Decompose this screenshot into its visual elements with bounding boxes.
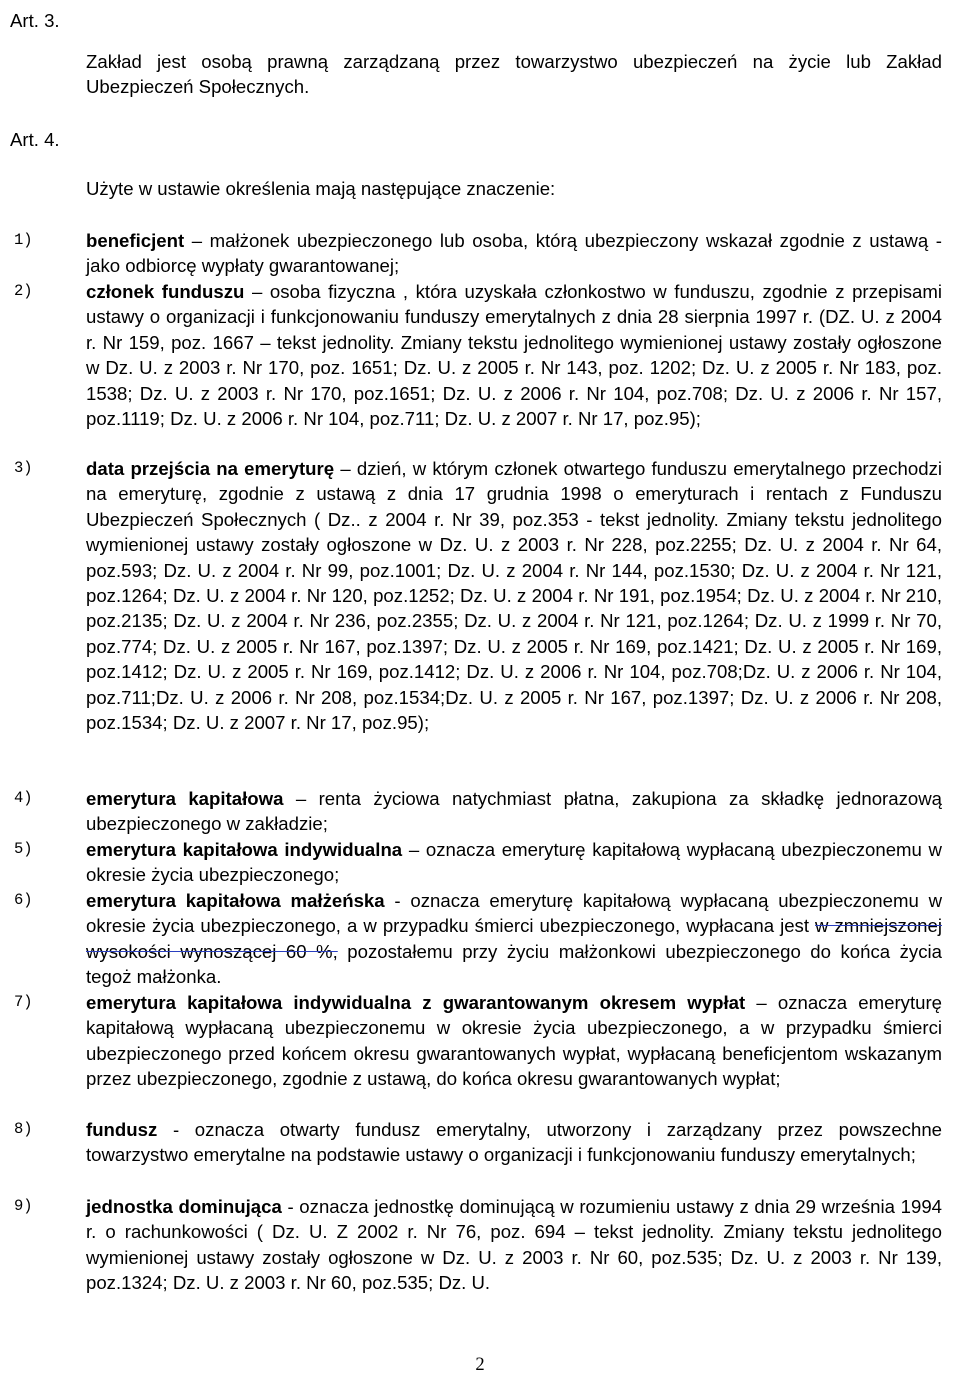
item-number: 3)	[14, 459, 33, 477]
definition-item-6	[0, 888, 942, 990]
item-number: 7)	[14, 993, 33, 1011]
definition-term: emerytura kapitałowa	[86, 788, 284, 809]
definition-text: – oznacza emeryturę kapitałową wypłacaną ubezpieczonemu w okresie życia ubezpieczonego;	[86, 839, 942, 886]
definition-body	[86, 279, 942, 431]
definition-item-8	[0, 1117, 942, 1168]
definition-body	[86, 1117, 942, 1168]
definition-term: fundusz	[86, 1119, 158, 1140]
definition-text-after: pozostałemu przy życiu małżonkowi ubezpieczonego do końca życia tegoż małżonka.	[86, 940, 942, 988]
struck-text: w zmniejszonej wysokości wynoszącej 60 %,	[86, 915, 942, 962]
definition-item-4	[0, 786, 942, 837]
definition-term: beneficjent	[86, 230, 185, 251]
definition-item-1	[0, 228, 942, 279]
definition-body	[86, 837, 942, 888]
definition-item-9	[0, 1194, 942, 1296]
art4-heading: Art. 4.	[10, 129, 60, 150]
item-number: 5)	[14, 840, 33, 858]
definition-term: emerytura kapitałowa indywidualna z gwarantowanym okresem wypłat	[86, 992, 746, 1013]
definition-text: - oznacza otwarty fundusz emerytalny, utworzony i zarządzany przez powszechne towarzystwo emerytalne na podstawie ustawy o organizacji i funkcjonowaniu funduszy emerytalnych;	[86, 1119, 942, 1166]
definition-text: – renta życiowa natychmiast płatna, zakupiona za składkę jednorazową ubezpieczonego w zakładzie;	[86, 788, 942, 835]
definition-term: emerytura kapitałowa indywidualna	[86, 839, 403, 860]
art3-heading: Art. 3.	[10, 10, 60, 31]
item-number: 8)	[14, 1120, 33, 1138]
item-number: 4)	[14, 789, 33, 807]
definition-item-5	[0, 837, 942, 888]
definition-text: - oznacza emeryturę kapitałową wypłacaną ubezpieczonemu w okresie życia ubezpieczonego, a w przypadku śmierci ubezpieczonego, wypłacana jest	[86, 890, 943, 937]
definition-item-7	[0, 990, 942, 1092]
definition-body	[86, 228, 942, 279]
item-number: 1)	[14, 231, 33, 249]
definition-item-3	[0, 456, 942, 735]
art3-text: Zakład jest osobą prawną zarządzaną przez towarzystwo ubezpieczeń na życie lub Zakład Ubezpieczeń Społecznych.	[86, 51, 942, 98]
definition-text: – małżonek ubezpieczonego lub osoba, którą ubezpieczony wskazał zgodnie z ustawą - jako odbiorcę wypłaty gwarantowanej;	[86, 230, 942, 277]
definition-item-2	[0, 279, 942, 431]
item-number: 2)	[14, 282, 33, 300]
definition-text: – osoba fizyczna , która uzyskała członkostwo w funduszu, zgodnie z przepisami ustawy o organizacji i funkcjonowaniu funduszy emerytalnych z dnia 28 sierpnia 1997 r. (DZ. U. z 2004 r. Nr 159, poz. 1667 – tekst jednolity. Zmiany tekstu jednolitego wymienionej ustawy zostały ogłoszone w Dz. U. z 2003 r. Nr 170, poz. 1651; Dz. U. z 2005 r. Nr 143, poz. 1202; Dz. U. z 2005 r. Nr 183, poz. 1538; Dz. U. z 2003 r. Nr 170, poz.1651; Dz. U. z 2006 r. Nr 104, poz.708; Dz. U. z 2006 r. Nr 157, poz.1119; Dz. U. z 2006 r. Nr 104, poz.711; Dz. U. z 2007 r. Nr 17, poz.95);	[86, 281, 942, 430]
page-number: 2	[475, 1354, 485, 1375]
item-number: 9)	[14, 1197, 33, 1215]
item-number: 6)	[14, 891, 33, 909]
definition-text: - oznacza jednostkę dominującą w rozumieniu ustawy z dnia 29 września 1994 r. o rachunkowości ( Dz. U. Z 2002 r. Nr 76, poz. 694 – tekst jednolity. Zmiany tekstu jednolitego wymienionej ustawy zostały ogłoszone w Dz. U. z 2003 r. Nr 60, poz.535; Dz. U. z 2003 r. Nr 139, poz.1324; Dz. U. z 2003 r. Nr 60, poz.535; Dz. U.	[86, 1196, 942, 1294]
definition-body	[86, 990, 942, 1092]
definition-term: emerytura kapitałowa małżeńska	[86, 890, 385, 911]
definition-term: członek funduszu	[86, 281, 245, 302]
art4-intro: Użyte w ustawie określenia mają następujące znaczenie:	[86, 178, 556, 199]
definition-term: jednostka dominująca	[86, 1196, 282, 1217]
definition-body	[86, 1194, 942, 1296]
definition-term: data przejścia na emeryturę	[86, 458, 335, 479]
definition-text: – dzień, w którym członek otwartego funduszu emerytalnego przechodzi na emeryturę, zgodnie z ustawą z dnia 17 grudnia 1998 o emeryturach i rentach z Funduszu Ubezpieczeń Społecznych ( Dz.. z 2004 r. Nr 39, poz.353 - tekst jednolity. Zmiany tekstu jednolitego wymienionej ustawy zostały ogłoszone w Dz. U. z 2003 r. Nr 228, poz.2255; Dz. U. z 2004 r. Nr 64, poz.593; Dz. U. z 2004 r. Nr 99, poz.1001; Dz. U. z 2004 r. Nr 144, poz.1530; Dz. U. z 2004 r. Nr 121, poz.1264; Dz. U. z 2004 r. Nr 120, poz.1252; Dz. U. z 2004 r. Nr 191, poz.1954; Dz. U. z 2004 r. Nr 210, poz.2135; Dz. U. z 2004 r. Nr 236, poz.2355; Dz. U. z 2004 r. Nr 121, poz.1264; Dz. U. z 1999 r. Nr 70, poz.774; Dz. U. z 2005 r. Nr 167, poz.1397; Dz. U. z 2005 r. Nr 169, poz.1421; Dz. U. z 2005 r. Nr 169, poz.1412; Dz. U. z 2005 r. Nr 169, poz.1412; Dz. U. z 2006 r. Nr 104, poz.708;Dz. U. z 2006 r. Nr 104, poz.711;Dz. U. z 2006 r. Nr 208, poz.1534;Dz. U. z 2005 r. Nr 167, poz.1397; Dz. U. z 2006 r. Nr 208, poz.1534; Dz. U. z 2007 r. Nr 17, poz.95);	[86, 458, 943, 734]
definition-body	[86, 456, 942, 735]
definition-body	[86, 888, 942, 990]
definition-text: – oznacza emeryturę kapitałową wypłacaną ubezpieczonemu w okresie życia ubezpieczonego, a w przypadku śmierci ubezpieczonego przed końcem okresu gwarantowanych wypłat, wypłacaną beneficjentom wskazanym przez ubezpieczonego, zgodnie z ustawą, do końca okresu gwarantowanych wypłat;	[86, 992, 942, 1090]
definition-body	[86, 786, 942, 837]
